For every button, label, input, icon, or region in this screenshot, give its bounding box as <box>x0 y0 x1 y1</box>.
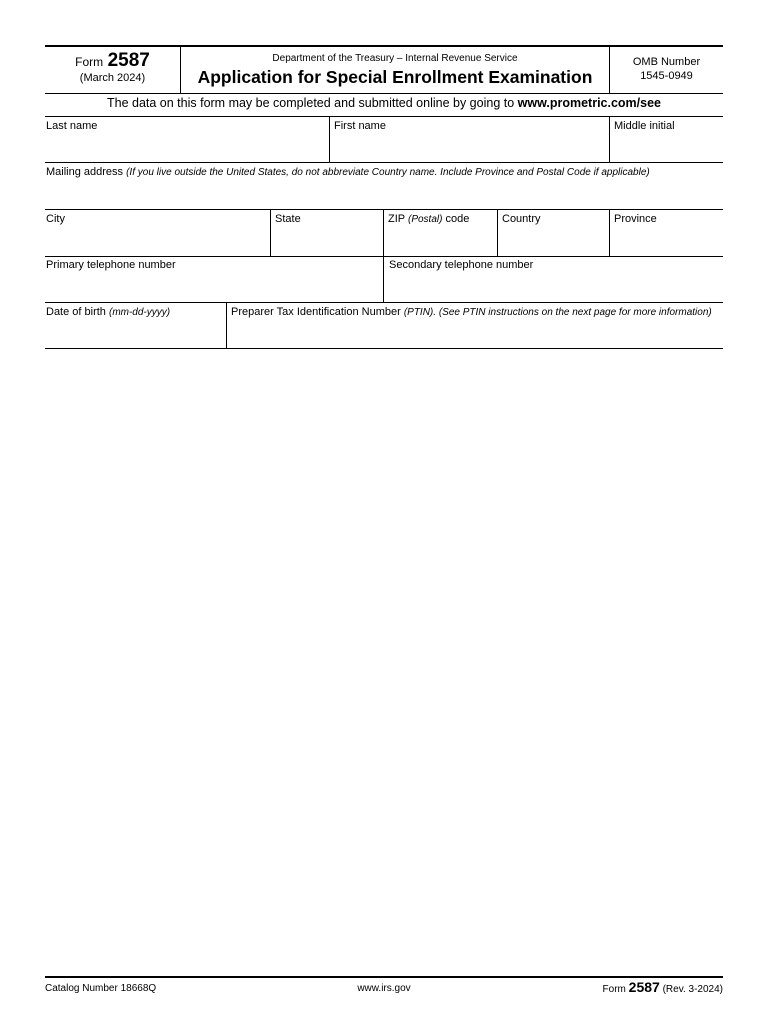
dob-format-note: (mm-dd-yyyy) <box>108 307 171 318</box>
catalog-number: Catalog Number 18668Q <box>45 983 157 994</box>
ptin-label <box>231 306 712 318</box>
footer-revision: (Rev. 3-2024) <box>659 984 723 995</box>
state-label: State <box>275 213 301 225</box>
zip-label-post: code <box>442 213 470 225</box>
form-label: Form <box>75 55 104 69</box>
province-label: Province <box>614 213 657 225</box>
first-name-label: First name <box>334 120 386 132</box>
primary-phone-field[interactable] <box>45 275 382 301</box>
footer-form-label: Form <box>602 984 629 995</box>
middle-initial-label: Middle initial <box>614 120 675 132</box>
zip-label-italic: (Postal) <box>407 214 443 225</box>
footer-form-id <box>603 979 723 995</box>
country-field[interactable] <box>498 228 608 254</box>
zip-label-pre: ZIP <box>388 213 408 225</box>
row5-bottom-rule <box>45 348 723 349</box>
omb-number: 1545-0949 <box>640 70 693 82</box>
primary-phone-label: Primary telephone number <box>46 259 176 271</box>
row3-bottom-rule <box>45 256 723 257</box>
mailing-address-label-text: Mailing address <box>46 166 127 178</box>
form-number-line <box>45 50 180 72</box>
form-number-block <box>45 50 180 84</box>
department-name: Department of the Treasury – Internal Revenue Service <box>272 53 518 64</box>
secondary-phone-label: Secondary telephone number <box>389 259 534 271</box>
state-field[interactable] <box>271 228 382 254</box>
city-label: City <box>46 213 65 225</box>
mailing-address-note: (If you live outside the United States, do not abbreviate Country name. Include Province and Postal Code if applicable) <box>126 167 650 178</box>
dob-field[interactable] <box>45 321 225 347</box>
page-title: Application for Special Enrollment Examination <box>197 67 593 87</box>
mailing-address-field[interactable] <box>45 182 722 208</box>
ptin-label-text: Preparer Tax Identification Number <box>231 306 404 318</box>
row2-bottom-rule <box>45 209 723 210</box>
footer-rule <box>45 976 723 978</box>
notice-bottom-rule <box>45 116 723 117</box>
last-name-label: Last name <box>46 120 98 132</box>
row1-bottom-rule <box>45 162 723 163</box>
country-label: Country <box>502 213 541 225</box>
secondary-phone-field[interactable] <box>384 275 722 301</box>
zip-field[interactable] <box>384 228 496 254</box>
zip-label <box>388 213 469 225</box>
header-bottom-rule <box>45 93 723 94</box>
province-field[interactable] <box>610 228 722 254</box>
middle-initial-field[interactable] <box>610 135 722 161</box>
dob-label-text: Date of birth <box>46 306 109 318</box>
omb-block <box>610 55 723 83</box>
omb-label: OMB Number <box>632 56 701 68</box>
prometric-link[interactable]: www.prometric.com/see <box>517 96 661 110</box>
first-name-field[interactable] <box>330 135 608 161</box>
online-notice <box>45 96 723 110</box>
footer-form-number: 2587 <box>628 979 660 995</box>
ptin-field[interactable] <box>227 321 722 347</box>
header-top-rule <box>45 45 723 47</box>
ptin-note: (PTIN). (See PTIN instructions on the next page for more information) <box>403 307 712 318</box>
form-number: 2587 <box>107 50 150 71</box>
irs-website[interactable]: www.irs.gov <box>357 983 411 994</box>
last-name-field[interactable] <box>45 135 328 161</box>
mailing-address-label <box>46 166 650 178</box>
dob-label <box>46 306 170 318</box>
row4-bottom-rule <box>45 302 723 303</box>
city-field[interactable] <box>45 228 269 254</box>
online-notice-text: The data on this form may be completed and submitted online by going to <box>106 96 518 110</box>
form-date: (March 2024) <box>79 72 146 84</box>
